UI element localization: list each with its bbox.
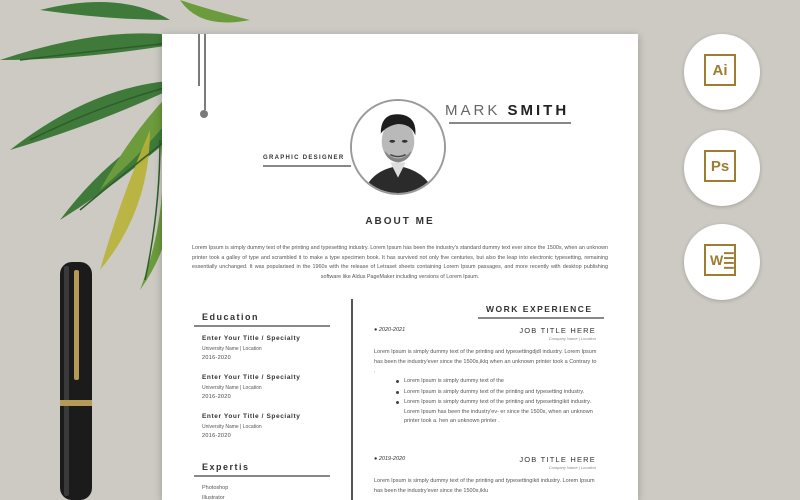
job-description: Lorem Ipsum is simply dummy text of the printing and typesettingdjdl industry. Lorem Ipsum has been the industry'ever since the 1500s,iklq when an unknown printer took a Contrary to . — [374, 349, 597, 374]
photoshop-icon: Ps — [704, 150, 736, 182]
illustrator-badge — [684, 34, 760, 110]
word-letter: W — [710, 252, 724, 268]
job-bullet: Lorem Ipsum is simply dummy text of the — [396, 377, 594, 387]
education-title: Education — [202, 312, 260, 322]
job-title: JOB TITLE HERE — [519, 455, 596, 464]
education-item-title: Enter Your Title / Specialty — [202, 335, 301, 342]
role-underline — [263, 165, 351, 167]
job-company: Company Name | Location — [548, 465, 596, 470]
column-divider — [351, 299, 353, 500]
about-text: Lorem Ipsum is simply dummy text of the printing and typesetting industry. Lorem Ipsum has been the industry's standard dummy text ever since the 1500s, when an unknown printer took a galley of type and scrambled it to make a type specimen book. It has survived not only five centuries, but also the leap into electronic typesetting, remaining essentially unchanged. It was popularised in the 1960s with the release of Letraset sheets containing Lorem Ipsum passages, and more recently with desktop publishing software like Aldus PageMaker including versions of Lorem Ipsum. — [192, 245, 608, 280]
profile-photo — [350, 99, 446, 195]
word-icon — [704, 244, 736, 276]
job-bullet: Lorem Ipsum is simply dummy text of the printing and typesettingikit industry. Lorem Ipsum has been the industry'ev- er since the 1500s, when an unknown printer took a. hen an unknown printer . — [396, 398, 594, 427]
education-item-sub: University Name | Location — [202, 424, 262, 430]
job-description: Lorem Ipsum is simply dummy text of the printing and typesettingikit industry. Lorem Ipsum has been the industry'ever since the 1500s,iklu — [374, 478, 595, 494]
education-item-title: Enter Your Title / Specialty — [202, 413, 301, 420]
education-item-sub: University Name | Location — [202, 385, 262, 391]
job-company: Company Name | Location — [548, 336, 596, 341]
skill-item: Photoshop — [202, 485, 229, 491]
education-item-years: 2016-2020 — [202, 394, 232, 400]
education-item-years: 2016-2020 — [202, 355, 232, 361]
education-item-sub: University Name | Location — [202, 346, 262, 352]
decor-line-right — [204, 34, 206, 110]
photoshop-badge — [684, 130, 760, 206]
pen-icon — [60, 262, 92, 500]
resume-role: GRAPHIC DESIGNER — [263, 155, 345, 161]
job-date-text: 2020-2021 — [378, 327, 406, 333]
job-title: JOB TITLE HERE — [519, 326, 596, 335]
job-bullets — [396, 377, 594, 428]
illustrator-icon: Ai — [704, 54, 736, 86]
last-name: SMITH — [507, 102, 570, 119]
skill-item: Illustrator — [202, 495, 225, 500]
decor-line-left — [198, 34, 200, 86]
job-date-text: 2019-2020 — [378, 456, 406, 462]
expertise-underline — [194, 475, 330, 477]
word-lines-icon — [724, 251, 734, 269]
education-underline — [194, 325, 330, 327]
about-title: ABOUT ME — [365, 216, 435, 227]
job-bullet: Lorem Ipsum is simply dummy text of the printing and typesetting industry. — [396, 388, 594, 398]
expertise-title: Expertis — [202, 462, 250, 472]
education-item-years: 2016-2020 — [202, 433, 232, 439]
resume-sheet — [162, 34, 638, 500]
name-underline — [449, 122, 571, 124]
education-item-title: Enter Your Title / Specialty — [202, 374, 301, 381]
job-date: ● 2019-2020 — [374, 456, 406, 462]
job-date: ● 2020-2021 — [374, 327, 406, 333]
decor-dot — [200, 110, 208, 118]
work-experience-title: WORK EXPERIENCE — [486, 304, 593, 314]
word-badge — [684, 224, 760, 300]
first-name: MARK — [445, 102, 501, 119]
portrait-photo-icon — [352, 101, 444, 193]
work-underline — [478, 317, 604, 319]
resume-name — [445, 102, 569, 119]
